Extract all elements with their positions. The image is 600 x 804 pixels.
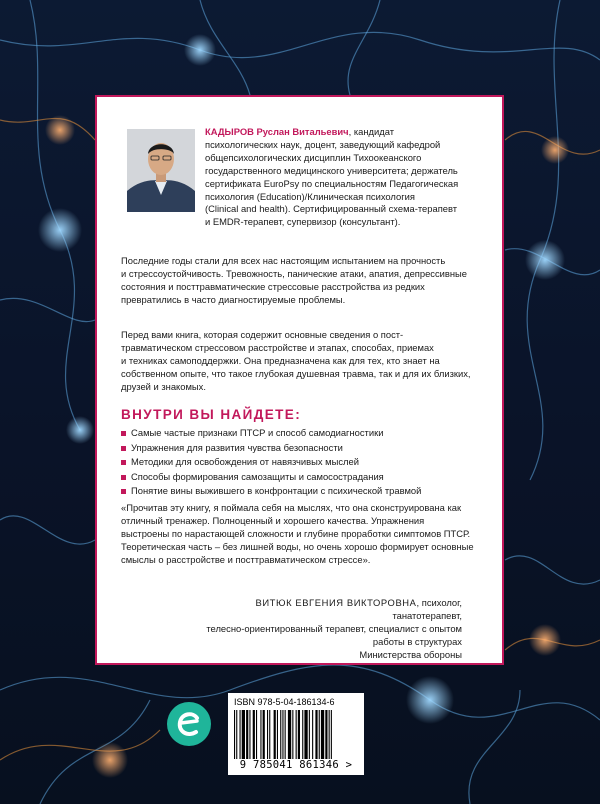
bio-line: психологических наук, доцент, заведующий кафедрой bbox=[205, 138, 441, 150]
barcode-panel bbox=[228, 693, 364, 775]
bullet-icon bbox=[121, 489, 126, 494]
publisher-logo-icon bbox=[166, 701, 212, 747]
bio-line: психология (Education)/Клиническая психология bbox=[205, 190, 415, 202]
back-cover-panel bbox=[95, 95, 504, 665]
bio-line: государственного медицинского университета; держатель bbox=[205, 164, 458, 176]
bullet-icon bbox=[121, 446, 126, 451]
list-item: Понятие вины выжившего в конфронтации с психической травмой bbox=[121, 484, 421, 499]
list-item: Упражнения для развития чувства безопасности bbox=[121, 441, 421, 456]
author-bio: КАДЫРОВ Руслан Витальевич, кандидат психологических наук, доцент, заведующий кафедрой общепсихологических дисциплин Тихоокеанского государственного медицинского университета; держатель сертификата EuroPsy по специальностям Педагогическая психология (Education)/Клиническая психология (Clinical and health). Сертифицированный схема-терапевт и EMDR-терапевт, супервизор (консультант). bbox=[205, 126, 495, 229]
bullet-icon bbox=[121, 475, 126, 480]
bio-line: и EMDR-терапевт, супервизор (консультант). bbox=[205, 216, 401, 228]
reviewer-name: ВИТЮК ЕВГЕНИЯ ВИКТОРОВНА bbox=[255, 597, 417, 608]
author-photo bbox=[127, 129, 195, 212]
intro-paragraph-1: Последние годы стали для всех нас настоящим испытанием на прочность и стрессоустойчивость. Тревожность, панические атаки, апатия, депрессивные состояния и посттравматические стрессовые расстройства из редких превратились в часто диагностируемые проблемы. bbox=[121, 255, 468, 305]
list-item: Самые частые признаки ПТСР и способ самодиагностики bbox=[121, 426, 421, 441]
inside-heading: ВНУТРИ ВЫ НАЙДЕТЕ: bbox=[121, 407, 302, 422]
bio-line: общепсихологических дисциплин Тихоокеанского bbox=[205, 151, 422, 163]
isbn-label: ISBN 978-5-04-186134-6 bbox=[234, 697, 335, 707]
barcode-bars bbox=[234, 710, 358, 759]
author-name: КАДЫРОВ Руслан Витальевич bbox=[205, 126, 349, 137]
bio-line: (Clinical and health). Сертифицированный схема-терапевт bbox=[205, 203, 458, 215]
list-item: Методики для освобождения от навязчивых мыслей bbox=[121, 455, 421, 470]
ean-number: 9 785041 861346 > bbox=[239, 759, 353, 771]
inside-list bbox=[121, 426, 421, 499]
bullet-icon bbox=[121, 460, 126, 465]
review-quote: «Прочитав эту книгу, я поймала себя на мыслях, что она сконструирована как отличный тренажер. Полноценный и хорошего качества. Упражнения выстроены по нарастающей сложности и глубине проработки симптомов ПТСР. Теоретическая часть – без лишней воды, но очень хорошо формирует основные смыслы о расстройстве и посттравматическом стрессе». bbox=[121, 502, 474, 565]
list-item: Способы формирования самозащиты и самосострадания bbox=[121, 470, 421, 485]
intro-paragraph-2: Перед вами книга, которая содержит основные сведения о пост- травматическом стрессовом расстройстве и этапах, способах, приемах и техниках самоподдержки. Она предназначена как для тех, кто знает на собственном опыте, что такое глубокая душевная травма, так и для их близких, друзей и знакомых. bbox=[121, 329, 471, 392]
bio-line: сертификата EuroPsy по специальностям Педагогическая bbox=[205, 177, 459, 189]
bullet-icon bbox=[121, 431, 126, 436]
reviewer-credit: ВИТЮК ЕВГЕНИЯ ВИКТОРОВНА, психолог, танатотерапевт, телесно-ориентированный терапевт, специалист с опытом работы в структурах Министерства обороны bbox=[206, 597, 462, 660]
